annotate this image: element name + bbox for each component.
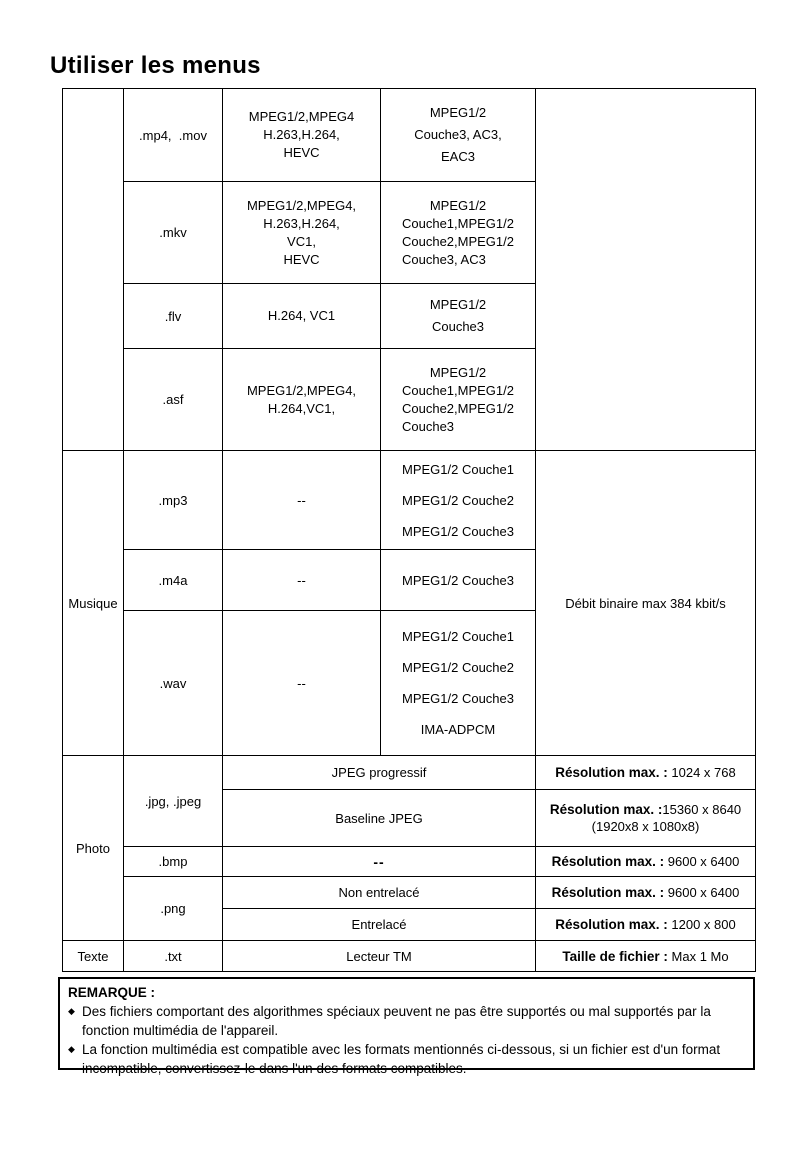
note-cell [536,941,756,972]
diamond-bullet-icon: ◆ [68,1044,75,1054]
note-value: Max 1 Mo [667,948,729,964]
ext-cell-mp3: .mp3 [124,451,223,550]
note-cell [536,847,756,877]
ext-cell-bmp: .bmp [124,847,223,877]
note-cell [536,790,756,847]
ext-cell-asf: .asf [124,349,223,451]
photo-mode-cell: Baseline JPEG [223,790,536,847]
ext-cell-jpg-jpeg: .jpg, .jpeg [124,756,223,847]
video-codec-cell: -- [223,550,381,611]
note-value: 15360 x 8640 [662,802,742,817]
video-codec-cell: -- [223,451,381,550]
note-cell [536,909,756,941]
video-codec-cell: MPEG1/2,MPEG4, H.264,VC1, [223,349,381,451]
text-category-cell: Texte [63,941,124,972]
note-label: Résolution max. : [551,854,665,869]
video-codec-cell: MPEG1/2,MPEG4, H.263,H.264, VC1, HEVC [223,182,381,284]
video-codec-cell: -- [223,611,381,756]
note-value: 1024 x 768 [667,765,736,780]
note-value: 9600 x 6400 [664,854,740,869]
note-cell [536,877,756,909]
ext-cell-flv: .flv [124,284,223,349]
note-label: Résolution max. : [549,802,663,817]
remark-title: REMARQUE : [68,985,155,1000]
music-category-cell: Musique [63,451,124,756]
video-note-cell [536,89,756,451]
audio-codec-lines: MPEG1/2 Couche1,MPEG1/2 Couche2,MPEG1/2 Couche3 [401,364,514,434]
note-label: Taille de fichier : [562,948,668,964]
audio-codec-cell [381,182,536,284]
ext-cell-m4a: .m4a [124,550,223,611]
note-cell [536,756,756,790]
media-format-table [62,88,756,972]
audio-codec-cell: MPEG1/2 Couche1 MPEG1/2 Couche2 MPEG1/2 Couche3 [381,451,536,550]
video-codec-cell: H.264, VC1 [223,284,381,349]
ext-cell-txt: .txt [124,941,223,972]
text-reader-cell: Lecteur TM [223,941,536,972]
photo-mode-cell: Entrelacé [223,909,536,941]
audio-codec-cell: MPEG1/2 Couche3 [381,284,536,349]
music-note-cell: Débit binaire max 384 kbit/s [536,451,756,756]
photo-mode-cell: -- [223,847,536,877]
remark-item [68,1040,745,1078]
ext-cell-mp4-mov: .mp4, .mov [124,89,223,182]
ext-cell-png: .png [124,877,223,941]
diamond-bullet-icon: ◆ [68,1006,75,1016]
note-label: Résolution max. : [555,917,668,932]
note-value: 1200 x 800 [667,917,736,932]
note-label: Résolution max. : [555,765,668,780]
audio-codec-cell [381,349,536,451]
audio-codec-cell: MPEG1/2 Couche1 MPEG1/2 Couche2 MPEG1/2 Couche3 IMA-ADPCM [381,611,536,756]
photo-mode-cell: Non entrelacé [223,877,536,909]
remark-box [58,977,755,1076]
video-codec-cell: MPEG1/2,MPEG4 H.263,H.264, HEVC [223,89,381,182]
ext-cell-wav: .wav [124,611,223,756]
note-line2: (1920x8 x 1080x8) [591,819,700,834]
page-title: Utiliser les menus [50,52,261,79]
photo-category-cell: Photo [63,756,124,941]
note-value: 9600 x 6400 [664,885,740,900]
audio-codec-cell: MPEG1/2 Couche3, AC3, EAC3 [381,89,536,182]
remark-item-text: La fonction multimédia est compatible avec les formats mentionnés ci-dessous, si un fichier est d'un format incompatible, convertissez-le dans l'un des formats compatibles. [82,1042,721,1076]
note-label: Résolution max. : [551,885,665,900]
audio-codec-cell: MPEG1/2 Couche3 [381,550,536,611]
remark-item [68,1002,745,1040]
audio-codec-lines: MPEG1/2 Couche1,MPEG1/2 Couche2,MPEG1/2 Couche3, AC3 [401,197,514,267]
video-category-cell [63,89,124,451]
photo-mode-cell: JPEG progressif [223,756,536,790]
ext-cell-mkv: .mkv [124,182,223,284]
remark-item-text: Des fichiers comportant des algorithmes spéciaux peuvent ne pas être supportés ou mal supportés par la fonction multimédia de l'appareil. [82,1004,711,1038]
